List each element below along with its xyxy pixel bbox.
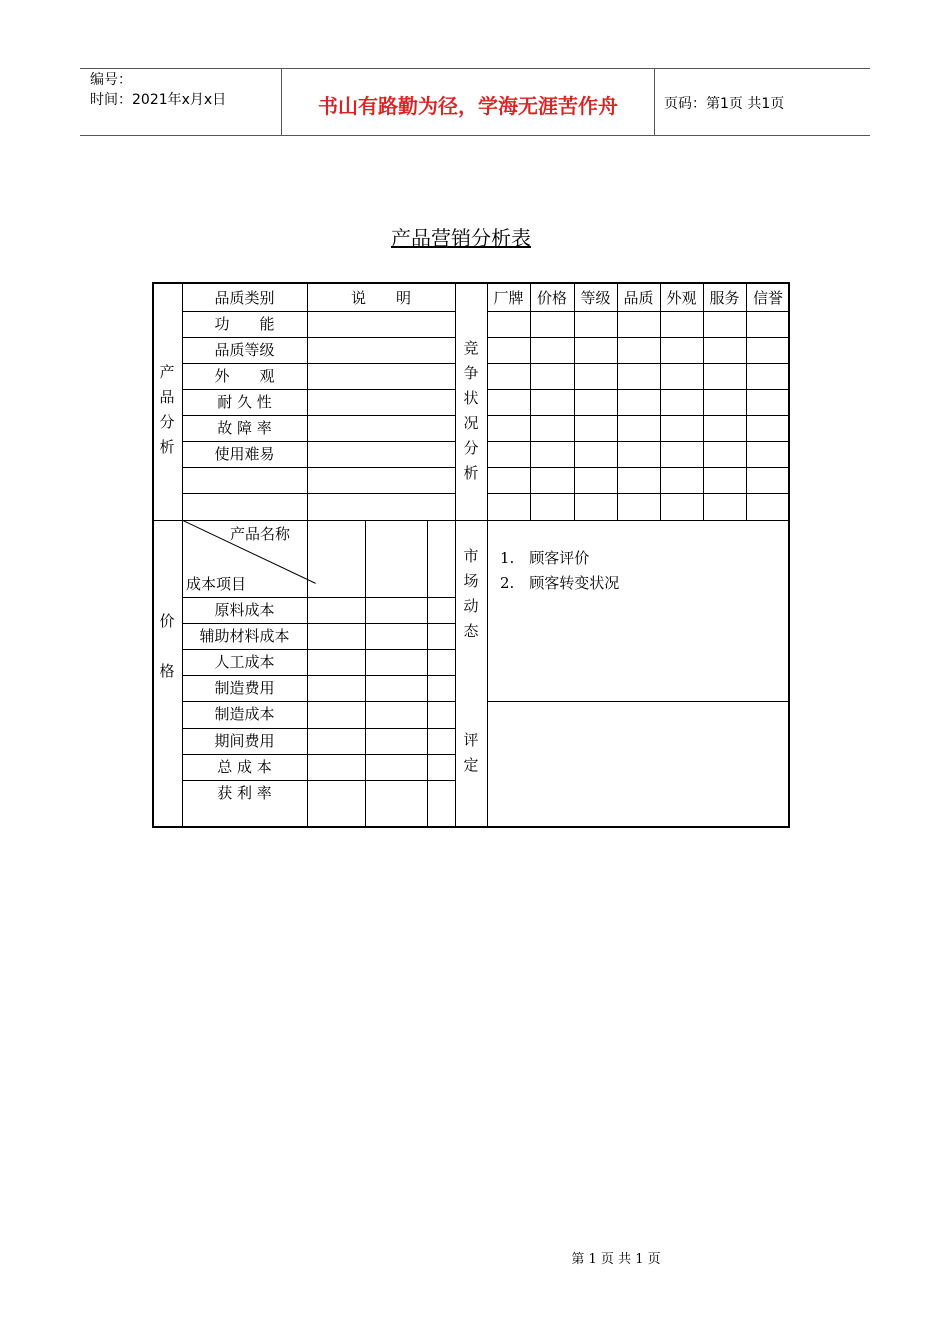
- header-description: 说 明: [350, 289, 411, 307]
- competition-col-5: 服务: [709, 289, 740, 307]
- cost-row-label: 制造成本: [214, 705, 275, 723]
- cost-row-label: 辅助材料成本: [199, 627, 290, 645]
- competition-analysis-label: 竞争状况分析: [463, 339, 479, 482]
- market-dynamics-label: 市场动态: [463, 547, 479, 640]
- competition-row-line-7: [487, 467, 790, 468]
- competition-col-4: 外观: [666, 289, 697, 307]
- header-divider-2: [654, 68, 655, 136]
- product-row-line-7: [182, 467, 455, 468]
- page-title: 产品营销分析表: [391, 226, 531, 250]
- product-row-line-8: [182, 493, 455, 494]
- competition-col-line-5: [746, 284, 747, 520]
- competition-col-0: 厂牌: [493, 289, 524, 307]
- quality-row-label: 功 能: [214, 315, 275, 333]
- header-motto: 书山有路勤为径，学海无涯苦作舟: [318, 94, 618, 118]
- quality-row-label: 品质等级: [214, 341, 275, 359]
- price-col-line-1: [365, 520, 366, 828]
- competition-col-line-3: [660, 284, 661, 520]
- cost-row-label: 期间费用: [214, 732, 275, 750]
- time-label: 时间：2021年x月x日: [90, 92, 227, 108]
- cost-row-label: 制造费用: [214, 679, 275, 697]
- competition-row-line-8: [487, 493, 790, 494]
- quality-row-label: 耐 久 性: [217, 393, 272, 411]
- competition-col-line-0: [530, 284, 531, 520]
- market-item-1: 2. 顾客转变状况: [500, 574, 620, 592]
- header-meta: [90, 70, 226, 110]
- mid-column-line: [455, 282, 456, 828]
- competition-col-2: 等级: [580, 289, 611, 307]
- competition-col-line-2: [617, 284, 618, 520]
- evaluation-label: 评定: [463, 731, 479, 774]
- market-evaluation-divider: [487, 701, 790, 702]
- quality-row-label: 外 观: [214, 367, 275, 385]
- price-col-line-0: [307, 520, 308, 828]
- header-quality-category: 品质类别: [214, 289, 275, 307]
- competition-col-line-4: [703, 284, 704, 520]
- page-info: 页码：第1页 共1页: [664, 96, 785, 112]
- diag-header-product-name: 产品名称: [229, 525, 290, 543]
- cost-row-label: 人工成本: [214, 653, 275, 671]
- price-label: 价格: [159, 612, 175, 680]
- competition-col-6: 信誉: [752, 289, 783, 307]
- cost-row-label: 原料成本: [214, 601, 275, 619]
- competition-col-1: 价格: [536, 289, 567, 307]
- competition-col-3: 品质: [623, 289, 654, 307]
- header-bottom-rule: [80, 135, 870, 136]
- number-label: 编号：: [90, 72, 132, 88]
- page-footer: 第 1 页 共 1 页: [571, 1252, 661, 1267]
- cost-row-label: 总 成 本: [217, 758, 272, 776]
- quality-row-label: 使用难易: [214, 445, 275, 463]
- competition-row-line-5: [487, 415, 790, 416]
- cost-row-label: 获 利 率: [217, 784, 272, 802]
- competition-row-line-3: [487, 363, 790, 364]
- market-item-0: 1. 顾客评价: [500, 549, 590, 567]
- price-col-line-2: [427, 520, 428, 828]
- description-column-line: [307, 284, 308, 520]
- competition-row-line-6: [487, 441, 790, 442]
- competition-row-line-2: [487, 337, 790, 338]
- competition-column-line: [487, 282, 488, 828]
- quality-row-label: 故 障 率: [217, 419, 272, 437]
- competition-col-line-1: [574, 284, 575, 520]
- diag-header-cost-item: 成本项目: [186, 575, 247, 593]
- product-analysis-label: 产品分析: [159, 363, 175, 456]
- competition-row-line-1: [487, 311, 790, 312]
- competition-row-line-4: [487, 389, 790, 390]
- header-top-rule: [80, 68, 870, 69]
